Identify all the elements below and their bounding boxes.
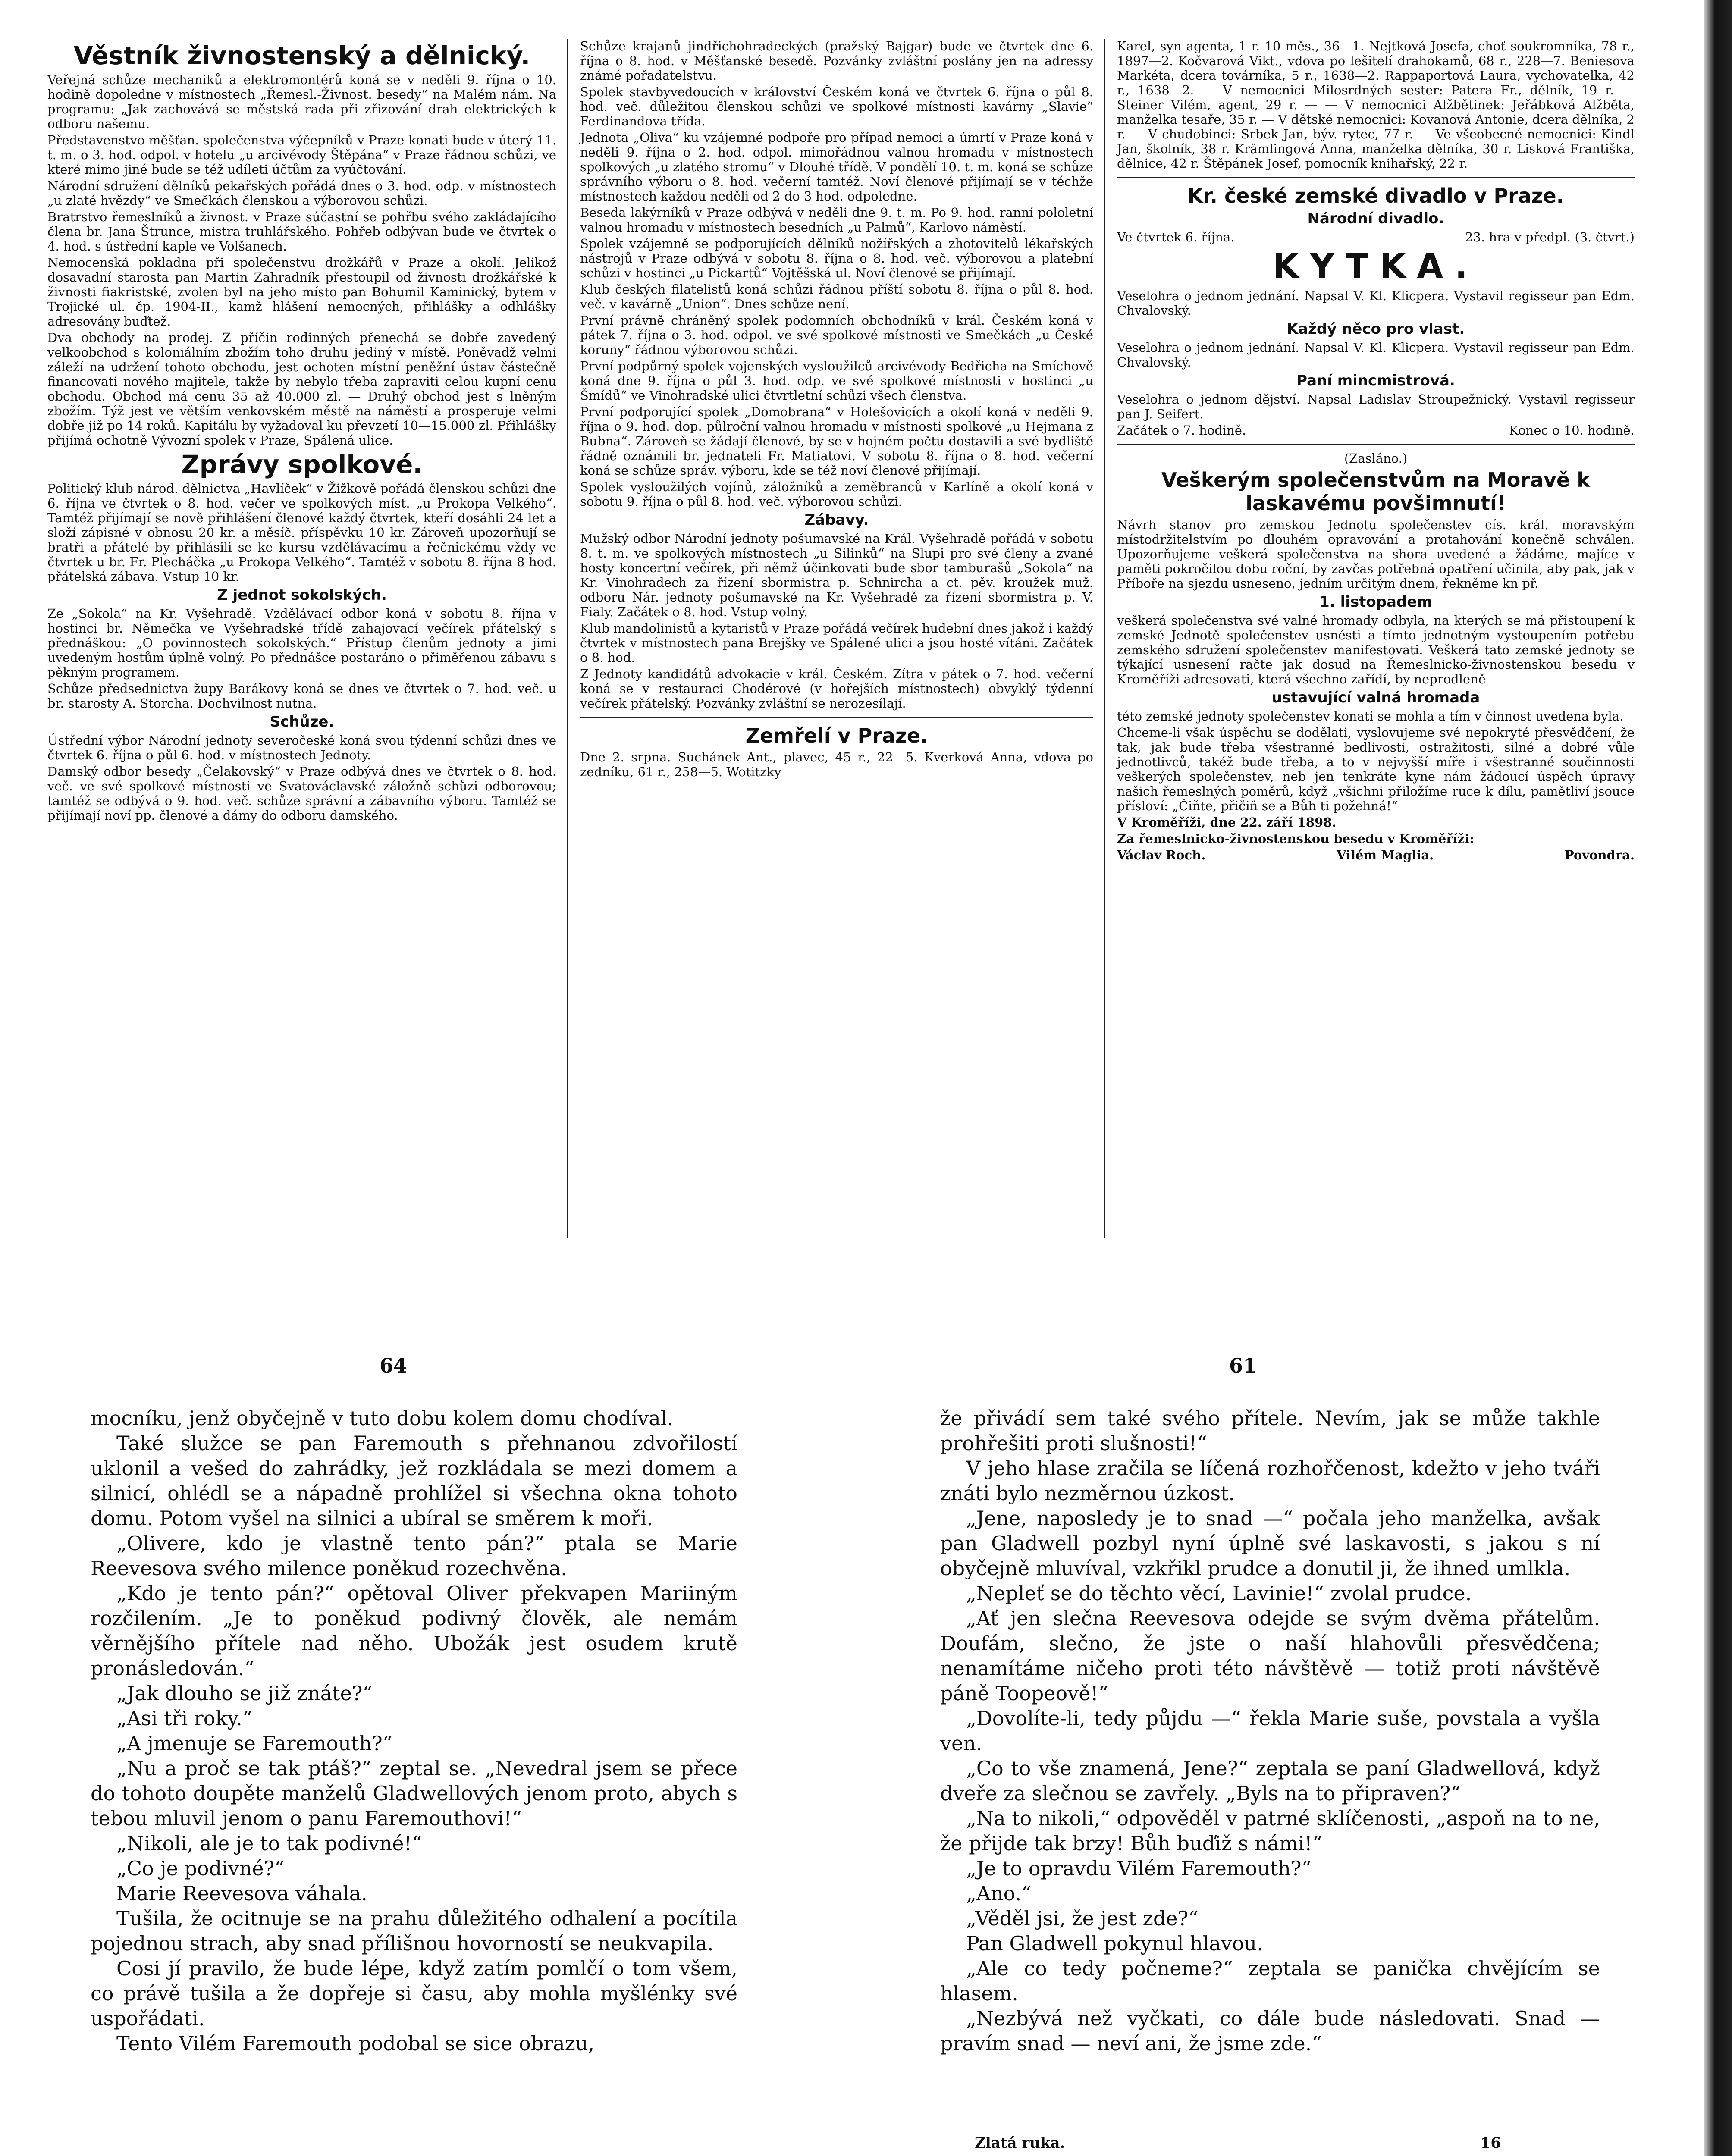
play-title: Paní mincmistrová. [1296,372,1455,389]
column-2 [580,39,1093,781]
story-paragraph: Také služce se pan Faremouth s přehnanou zdvořilostí uklonil a vešed do zahrádky, jež rozkládala se mezi domem a silnicí, ohlédl se a nápadně prohlížel si všechna okna tohoto domu. Potom vyšel na silnici a ubíral se směrem k moři. [91,1432,737,1530]
signatory: Povondra. [1564,848,1635,862]
column-3 [1117,39,1635,862]
news-item: První právně chráněný spolek podomních obchodníků v král. Českém koná v pátek 7. října o 3. hod. odpol. ve své spolkové místnosti ve Smečkách „u České koruny“ řádnou výborovou schůzi. [580,313,1093,357]
play-description: Veselohra o jednom dějství. Napsal Ladislav Stroupežnický. Vystavil regisseur pan J. Seifert. [1117,392,1635,421]
story-paragraph: „Olivere, kdo je vlastně tento pán?“ ptala se Marie Reevesova svého milence poněkud rozechvěna. [91,1532,737,1580]
story-paragraph: „Jak dlouho se již znáte?“ [116,1682,373,1705]
story-paragraph: Cosi jí pravilo, že bude lépe, když zatím pomlčí o tom všem, co právě tušila a že dopřeje si času, aby mohla myšlénky své uspořádati. [91,1957,737,2030]
signatures [1117,848,1635,862]
news-item: Schůze krajanů jindřichohradeckých (pražský Bajgar) bude ve čtvrtek dne 6. října o 8. hod. v Měšťanské besedě. Pozvánky zvláštní poslány jen na adressy známé pořadatelstvu. [580,39,1093,83]
subscription-note: 23. hra v předpl. (3. čtvrt.) [1465,230,1635,244]
appeal-title: Veškerým společenstvům na Moravě k laskavému povšimnutí! [1161,468,1590,515]
story-column-left [91,1406,737,2056]
news-item: Klub českých filatelistů koná schůzi řádnou příští sobotu 8. října o půl 8. hod. več. v kavárně „Union“. Dnes schůze není. [580,282,1093,311]
divider [580,717,1093,718]
story-paragraph: „Nepleť se do těchto věcí, Lavinie!“ zvolal prudce. [966,1582,1472,1605]
news-item: Spolek vzájemně se podporujících dělníků nožířských a zhotovitelů lékařských nástrojů v Praze odbývá v sobotu 8. října o 8. hod. več. výborovou a platební schůzi v hostinci „u Pickartů“ Vojtěšská ul. Noví členové se přijímají. [580,236,1093,280]
page-number-right: 61 [1229,1354,1257,1377]
play-description: Veselohra o jednom jednání. Napsal V. Kl. Klicpera. Vystavil regisseur pan Edm. Chvalovský. [1117,288,1635,318]
news-item: První podpůrný spolek vojenských vysloužilců arcivévody Bedřicha na Smíchově koná dne 9. října o půl 3. hod. odp. ve své spolkové místnosti v hostinci „u Šmídů“ ve Vinohradské ulici čtvrtletní schůzi všech členstva. [580,359,1093,403]
signatory: Václav Roch. [1117,848,1206,862]
story-paragraph: „Co to vše znamená, Jene?“ zeptala se paní Gladwellová, když dveře za slečnou se zavřely. „Byls na to připraven?“ [940,1757,1600,1805]
divider [1117,444,1635,445]
news-item: První podporující spolek „Domobrana“ v Holešovicích a okolí koná v neděli 9. října o 9. hod. dop. půlroční valnou hromadu v místnosti spolkové „u Hejmana z Bubna“. Zároveň se žádají členové, by se v hojném počtu dostavili a své bydliště řádně oznámili br. jednateli Fr. Matiatovi. V sobotu 8. října o 8. hod. večerní koná se schůze správ. výboru, kde se též noví členové přijímají. [580,404,1093,478]
story-paragraph: Pan Gladwell pokynul hlavou. [966,1932,1263,1955]
section-heading: Zábavy. [804,511,869,529]
news-item: Damský odbor besedy „Čelakovský“ v Praze odbývá dnes ve čtvrtek o 8. hod. več. ve své spolkové místnosti ve Svatováclavské záložně schůzi odborovou; tamtéž se odbývá o 9. hod. več. schůze správní a zábavního výboru. Tamtéž se přijímají noví pp. členové a dámy do odboru damského. [47,764,556,823]
theatre-subtitle: Národní divadlo. [1307,210,1444,227]
news-item: Ze „Sokola“ na Kr. Vyšehradě. Vzdělávací odbor koná v sobotu 8. října v hostinci br. Němečka ve Vyšehradské třídě zahajovací večírek přátelský s přednáškou: „O povinnostech sokolských.“ Přístup členům jednoty a jimi uvedeným hostům úplně volný. Po přednášce postaráno o přiměřenou zábavu s pěkným programem. [47,606,556,680]
story-paragraph: „Jene, naposledy je to snad —“ počala jeho manželka, avšak pan Gladwell pozbyl nyní úplně své laskavosti, s jakou s ní obyčejně mluvíval, vzkřikl prudce a donutil ji, že ihned umlkla. [940,1507,1600,1580]
story-paragraph: Marie Reevesova váhala. [116,1882,367,1905]
story-column-right [940,1406,1600,2056]
story-paragraph: „Ale co tedy počneme?“ zeptala se panička chvějícím se hlasem. [940,1957,1600,2005]
column-divider [567,39,568,1238]
story-paragraph: Tento Vilém Faremouth podobal se sice obrazu, [116,2032,595,2055]
news-item: Ústřední výbor Národní jednoty severočeské koná svou týdenní schůzi dnes ve čtvrtek 6. října o půl 6. hod. v místnostech Jednoty. [47,733,556,762]
page-footer [975,2134,1501,2152]
news-item: Z Jednoty kandidátů advokacie v král. Českém. Zítra v pátek o 7. hod. večerní koná se v restauraci Chodérové (v hořejších místnostech) obvyklý týdenní večírek přátelský. Pozvánky zvláštní se nerozesílají. [580,667,1093,711]
scan-edge [1704,0,1732,2156]
page-number-left: 64 [380,1354,408,1377]
news-item: Dva obchody na prodej. Z příčin rodinných přenechá se dobře zavedený velkoobchod s koloniálním zbožím toho druhu jediný v místě. Poněvadž velmi záleží na udržení tohoto obchodu, jest ochoten místní peněžní ústav částečně financovati nového majitele, takže by nebylo třeba zapraviti celou kupní cenu obchodu. Obchod má cenu 35 až 40.000 zl. — Druhý obchod jest s lněným zbožím. Týž jest ve větším venkovském městě na náměstí a prosperuje velmi dobře již po 14 roků. Kapitálu by vyžadoval ku převzetí 10—15.000 zl. Přihlášky přijímá ochotně Vývozní spolek v Praze, Spálená ulice. [47,330,556,448]
appeal-text: veškerá společenstva své valné hromady odbyla, na kterých se má přistoupení k zemské Jednotě společenstev usnésti a tímto jednotným vystoupením potřebu zemského sdružení společenstev manifestovati. Veškerá tato zemské jednoty se týkající usnesení račte jak dosud na Řemeslnicko-živnostenskou besedu v Kroměříži adresovati, která všechno zařídí, by neprodleně [1117,613,1635,686]
news-item: Jednota „Oliva“ ku vzájemné podpoře pro případ nemoci a úmrtí v Praze koná v neděli 9. října o 2. hod. odpol. mimořádnou valnou hromadu v místnostech spolkových „u zlatého stromu“ v Dlouhé třídě. V pondělí 10. t. m. koná se schůze správního výboru o 8. hod. večerní tamtéž. Noví členové přijímají se v téchže místnostech každou neděli od 2 do 3 hod. odpoledne. [580,130,1093,204]
news-item: Klub mandolinistů a kytaristů v Praze pořádá večírek hudební dnes jakož i každý čtvrtek v místnostech pana Brejšky ve Spálené ulici a jsou hosté vítáni. Začátek o 8. hod. [580,621,1093,665]
news-item: Schůze předsednictva župy Barákovy koná se dnes ve čtvrtek o 7. hod. več. u br. starosty A. Storcha. Dochvilnost nutna. [47,681,556,711]
news-item: Spolek vysloužilých vojínů, záložníků a zeměbranců v Karlíně a okolí koná v sobotu 9. října o půl 8. hod. več. výborovou schůzi. [580,479,1093,509]
performance-times [1117,423,1635,438]
story-paragraph: „Ať jen slečna Reevesova odejde se svým dvěma přátelům. Doufám, slečno, že jste o naší hlahovůli přesvědčena; nenamítáme ničeho proti této návštěvě — totiž proti návštěvě páně Toopeově!“ [940,1607,1600,1705]
performance-date-row [1117,230,1635,244]
signature-place: V Kroměříži, dne 22. září 1898. [1117,815,1337,830]
signature-org: Za řemeslnicko-živnostenskou besedu v Kroměříži: [1117,831,1474,846]
signatory: Vilém Maglia. [1336,848,1434,862]
news-item: Politický klub národ. dělnictva „Havlíček“ v Žižkově pořádá členskou schůzi dne 6. října ve čtvrtek o 8. hod. večer ve spolkových míst. „u Prokopa Velkého“. Tamtéž přijímají se nově přihlášení členové každý čtvrtek, kteří dosáhli 24 let a složí zápisné v obnosu 20 kr. a měsíč. příspěvku 10 kr. Zároveň upozorňují se bratři a přátelé by přihlásili se ke kursu vzdělávacímu a řečnickému vždy ve čtvrtek u br. Fr. Plecháčka „u Prokopa Velkého“. Tamtéž v sobotu 8. října 8 hod. přátelská zábava. Vstup 10 kr. [47,481,556,584]
story-paragraph: „Na to nikoli,“ odpověděl v patrné sklíčenosti, „aspoň na to ne, že přijde tak brzy! Bůh buďiž s námi!“ [940,1807,1600,1855]
news-item: Dne 2. srpna. Suchánek Ant., plavec, 45 r., 22—5. Kverková Anna, vdova po zedníku, 61 r., 258—5. Wotitzky [580,750,1093,779]
section-heading: Z jednot sokolských. [217,586,387,604]
story-paragraph: „Je to opravdu Vilém Faremouth?“ [966,1857,1312,1880]
story-paragraph: „A jmenuje se Faremouth?“ [116,1732,393,1755]
news-item: Spolek stavbyvedoucích v království Českém koná ve čtvrtek 6. října o půl 8. hod. več. důležitou členskou schůzi ve spolkové místnosti kavárny „Slavie“ Ferdinandova třída. [580,85,1093,128]
story-paragraph: „Dovolíte-li, tedy půjdu —“ řekla Marie suše, povstala a vyšla ven. [940,1707,1600,1755]
column-divider [1104,39,1105,1238]
divider [1117,177,1635,178]
section-title: Věstník živnostenský a dělnický. [73,41,530,70]
story-paragraph: „Kdo je tento pán?“ opětoval Oliver překvapen Mariiným rozčilením. „Je to poněkud podivný člověk, ale nemám věrnějšího přítele nad něho. Ubožák jest osudem krutě pronásledován.“ [91,1582,737,1680]
story-paragraph: V jeho hlase zračila se líčená rozhořčenost, kdežto v jeho tváři znáti bylo nezměrnou úzkost. [940,1457,1600,1505]
section-heading: Schůze. [270,713,334,730]
story-paragraph: „Nezbývá než vyčkati, co dále bude následovati. Snad — pravím snad — neví ani, že jsme zde.“ [940,2007,1600,2055]
story-paragraph: „Ano.“ [966,1882,1032,1905]
end-time: Konec o 10. hodině. [1509,423,1635,438]
news-item: Veřejná schůze mechaniků a elektromontérů koná se v neděli 9. října o 10. hodině dopoledne v místnostech „Řemesl.-Živnost. besedy“ na Malém nám. Na programu: „Jak zachovává se městská rada při zřizování drah elektrických k odboru našemu. [47,72,556,131]
appeal-date: 1. listopadem [1319,593,1432,611]
news-item: Mužský odbor Národní jednoty pošumavské na Král. Vyšehradě pořádá v sobotu 8. t. m. ve spolkových místnostech „u Silinků“ na Slupi pro své členy a zvané hosty koncertní večírek, při němž účinkovati bude sbor tamburašů „Sokola“ na Kr. Vinohradech za řízení sbormistra p. Schnircha a ct. pěv. kroužek muž. odboru Nár. jednoty pošumavské na Kr. Vyšehradě za řízení sbormistra p. V. Fialy. Začátek o 8. hod. Vstup volný. [580,531,1093,619]
appeal-text: Návrh stanov pro zemskou Jednotu společenstev cís. král. moravským místodržitelstvím po dlouhém opravování a protahování konečně schválen. Upozorňujeme veškerá společenstva na shora uvedené a žádáme, majíce v paměti pokročilou dobu roční, by zavčas potřebná opatření učinila, aby pak, jak v Příboře na sjezdu usneseno, jedním určitým dnem, řekněme kn př. [1117,517,1635,591]
news-item: Představenstvo měšťan. společenstva výčepníků v Praze konati bude v úterý 11. t. m. o 3. hod. odpol. v hotelu „u arcivévody Štěpána“ v Praze řádnou schůzi, ve které mimo jiné bude se též udíleti účtům za vyúčtování. [47,133,556,177]
news-item: Nemocenská pokladna při společenstvu drožkářů v Praze a okolí. Jelikož dosavadní starosta pan Martin Zahradník přestoupil od živnosti drožkářské k živnosti fiakristské, zvolen byl na jeho místo pan Bohumil Kaminický, bytem v Trojické ul. čp. 1904-II., kamž hlášení nemocných, přihlášky a odhlášky adresovány buďtež. [47,255,556,329]
appeal-highlight: ustavující valná hromada [1271,689,1480,706]
news-item: Karel, syn agenta, 1 r. 10 měs., 36—1. Nejtková Josefa, choť soukromníka, 78 r., 1897—2. Kočvarová Vikt., vdova po lešitelí drahokamů, 68 r., 228—7. Beniesova Markéta, dcera továrníka, 5 r., 1638—2. Rappaportová Laura, vychovatelka, 42 r., 1638—2. — V nemocnici Milosrdných sester: Patera Fr., dělník, 19 r. — Steiner Vilém, agent, 29 r. — — V nemocnici Alžbětinek: Jeřábková Alžběta, manželka tesaře, 35 r. — V dětské nemocnici: Kovanová Antonie, dcera dělníka, 2 r. — V chudobinci: Srbek Jan, býv. rytec, 77 r. — Ve všeobecné nemocnici: Kindl Jan, školník, 38 r. Krämlingová Anna, manželka dělníka, 30 r. Lisková Františka, dělnice, 42 r. Štěpánek Josef, pomocník knihařský, 22 r. [1117,39,1635,171]
performance-date: Ve čtvrtek 6. října. [1117,230,1235,244]
news-item: Beseda lakýrníků v Praze odbývá v neděli dne 9. t. m. Po 9. hod. ranní pololetní valnou hromadu v místnostech besedních „u Palmů“, Karlovo náměstí. [580,205,1093,235]
story-paragraph: „Nikoli, ale je to tak podivné!“ [116,1832,422,1855]
start-time: Začátek o 7. hodině. [1117,423,1246,438]
submitted-label: (Zasláno.) [1344,451,1408,466]
story-paragraph: „Nu a proč se tak ptáš?“ zeptal se. „Nevedral jsem se přece do tohoto doupěte manželů Gladwellových jenom proto, abych s tebou mluvil jenom o panu Faremouthovi!“ [91,1757,737,1830]
story-paragraph: „Asi tři roky.“ [116,1707,253,1730]
news-item: Národní sdružení dělníků pekařských pořádá dnes o 3. hod. odp. v místnostech „u zlaté hvězdy“ ve Smečkách členskou a výborovou schůzi. [47,179,556,208]
story-paragraph: že přivádí sem také svého přítele. Nevím, jak se může takhle prohřešiti proti slušnosti!“ [940,1407,1600,1455]
appeal-text: této zemské jednoty společenstev konati se mohla a tím v činnost uvedena byla. [1117,709,1624,724]
newspaper-page [47,39,1686,1281]
appeal-text: Chceme-li však úspěchu se dodělati, vyslovujeme své nepokryté přesvědčení, že tak, jak bude třeba všestranné bedlivosti, ostražitosti, silné a dobré vůle jednotlivců, takéž bude třeba, a to v nejvyšší míře i všestranné součinnosti veškerých společenstev, neb jen tenkráte kyne nám žádoucí úspěch úpravy našich řemeslných poměrů, když „všichni přiložíme ruce k dílu, pamětliví jsouce přísloví: „Čiňte, přičiň se a Bůh ti požehná!“ [1117,725,1635,813]
play-title: KYTKA. [1272,247,1479,286]
theatre-title: Kr. české zemské divadlo v Praze. [1187,184,1564,207]
footer-signature-number: 16 [1480,2134,1501,2152]
section-heading: Zemřelí v Praze. [745,724,928,747]
story-paragraph: mocníku, jenž obyčejně v tuto dobu kolem domu chodíval. [91,1407,674,1430]
footer-title: Zlatá ruka. [975,2134,1065,2152]
play-title: Každý něco pro vlast. [1286,320,1465,338]
story-paragraph: „Co je podivné?“ [116,1857,285,1880]
section-heading: Zprávy spolkové. [181,450,423,479]
play-description: Veselohra o jednom jednání. Napsal V. Kl. Klicpera. Vystavil regisseur pan Edm. Chvalovský. [1117,340,1635,370]
story-paragraph: Tušila, že ocitnuje se na prahu důležitého odhalení a pocítila pojednou strach, aby snad přílišnou hovorností se neukvapila. [91,1907,737,1955]
column-1 [47,39,556,824]
story-paragraph: „Věděl jsi, že jest zde?“ [966,1907,1199,1930]
news-item: Bratrstvo řemeslníků a živnost. v Praze súčastní se pohřbu svého zakládajícího člena br. Jana Štrunce, mistra truhlářského. Pohřeb odbývan bude ve čtvrtek o 4. hod. s ústřední kaple ve Volšanech. [47,210,556,254]
